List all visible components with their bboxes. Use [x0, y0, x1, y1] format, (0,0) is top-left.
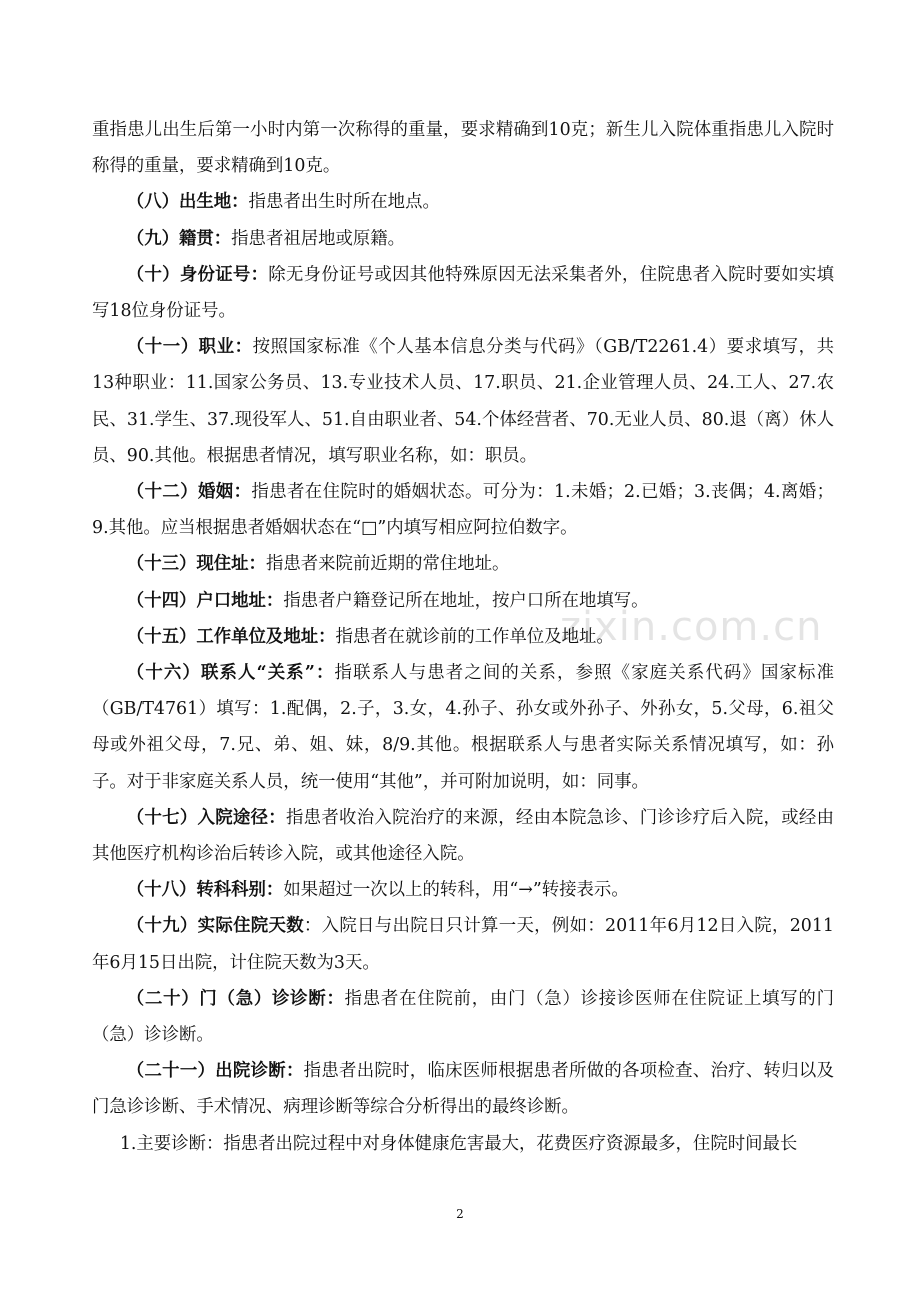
paragraph-text: 指患者祖居地或原籍。: [231, 228, 406, 249]
paragraph-text: 指患者出生时所在地点。: [248, 192, 440, 213]
paragraph-label: （二十）门（急）诊诊断：: [126, 988, 345, 1009]
paragraph-label: （十三）现住址：: [126, 554, 266, 575]
paragraph-text: 如果超过一次以上的转科，用“→”转接表示。: [283, 880, 629, 901]
paragraph-label: （二十一）出院诊断：: [126, 1061, 304, 1082]
paragraph-text: 指患者来院前近期的常住地址。: [265, 554, 510, 575]
paragraph: [92, 1053, 834, 1125]
paragraph-text: 指患者出院时，临床医师根据患者所做的各项检查、治疗、转归以及门急诊诊断、手术情况、病理诊断等综合分析得出的最终诊断。: [92, 1061, 834, 1118]
page-number: 2: [456, 1207, 464, 1221]
paragraph-label: （八）出生地：: [126, 192, 249, 213]
paragraph-text: 指联系人与患者之间的关系，参照《家庭关系代码》国家标准（GB/T4761）填写：1.配偶，2.子，3.女，4.孙子、孙女或外孙子、外孙女，5.父母，6.祖父母或外祖父母，7.兄、弟、姐、妹，8/9.其他。根据联系人与患者实际关系情况填写，如：孙子。对于非家庭关系人员，统一使用“其他”，并可附加说明，如：同事。: [92, 663, 834, 792]
paragraph-text: 按照国家标准《个人基本信息分类与代码》（GB/T2261.4）要求填写，共13种职业：11.国家公务员、13.专业技术人员、17.职员、21.企业管理人员、24.工人、27.农民、31.学生、37.现役军人、51.自由职业者、54.个体经营者、70.无业人员、80.退（离）休人员、90.其他。根据患者情况，填写职业名称，如：职员。: [92, 337, 834, 466]
paragraph: [92, 112, 834, 184]
paragraph-label: （九）籍贯：: [126, 228, 232, 249]
paragraph-label: （十五）工作单位及地址：: [126, 626, 336, 647]
paragraph: [92, 546, 834, 582]
paragraph: [92, 800, 834, 872]
paragraph: [92, 1126, 834, 1162]
paragraph-text: 指患者在就诊前的工作单位及地址。: [335, 626, 614, 647]
paragraph-text: ：入院日与出院日只计算一天，例如：2011年6月12日入院，2011年6月15日出院，计住院天数为3天。: [92, 916, 834, 973]
paragraph-label: （十八）转科科别：: [126, 880, 284, 901]
paragraph: [92, 981, 834, 1053]
paragraph-label: （十六）联系人“关系”：: [126, 663, 335, 684]
paragraph: [92, 329, 834, 474]
paragraph: [92, 221, 834, 257]
paragraph-label: （十二）婚姻：: [126, 482, 252, 503]
paragraph-text: 指患者在住院前，由门（急）诊接诊医师在住院证上填写的门（急）诊诊断。: [92, 988, 834, 1046]
paragraph-label: （十）身份证号：: [126, 264, 269, 285]
paragraph-text: 指患者在住院时的婚姻状态。可分为：1.未婚；2.已婚；3.丧偶；4.离婚；9.其他。应当根据患者婚姻状态在“□”内填写相应阿拉伯数字。: [92, 482, 834, 539]
paragraph-text: 除无身份证号或因其他特殊原因无法采集者外，住院患者入院时要如实填写18位身份证号。: [92, 264, 834, 322]
paragraph: [92, 184, 834, 220]
watermark: zixin.com.cn: [560, 604, 823, 650]
paragraph: [92, 872, 834, 908]
paragraph-text: 指患者户籍登记所在地址，按户口所在地填写。: [283, 590, 649, 611]
paragraph: [92, 655, 834, 800]
paragraph-label: （十四）户口地址：: [126, 590, 284, 611]
paragraph: [92, 908, 834, 980]
paragraph-text: 重指患儿出生后第一小时内第一次称得的重量，要求精确到10克；新生儿入院体重指患儿入院时称得的重量，要求精确到10克。: [92, 120, 834, 177]
paragraph-label: （十九）实际住院天数: [126, 916, 304, 937]
paragraph: [92, 474, 834, 546]
paragraph-label: （十一）职业：: [126, 337, 253, 358]
paragraph: [92, 257, 834, 329]
paragraph-label: （十七）入院途径：: [126, 807, 286, 828]
paragraph-text: 1.主要诊断：指患者出院过程中对身体健康危害最大，花费医疗资源最多，住院时间最长: [119, 1133, 798, 1154]
paragraph-text: 指患者收治入院治疗的来源，经由本院急诊、门诊诊疗后入院，或经由其他医疗机构诊治后转诊入院，或其他途径入院。: [92, 807, 834, 865]
